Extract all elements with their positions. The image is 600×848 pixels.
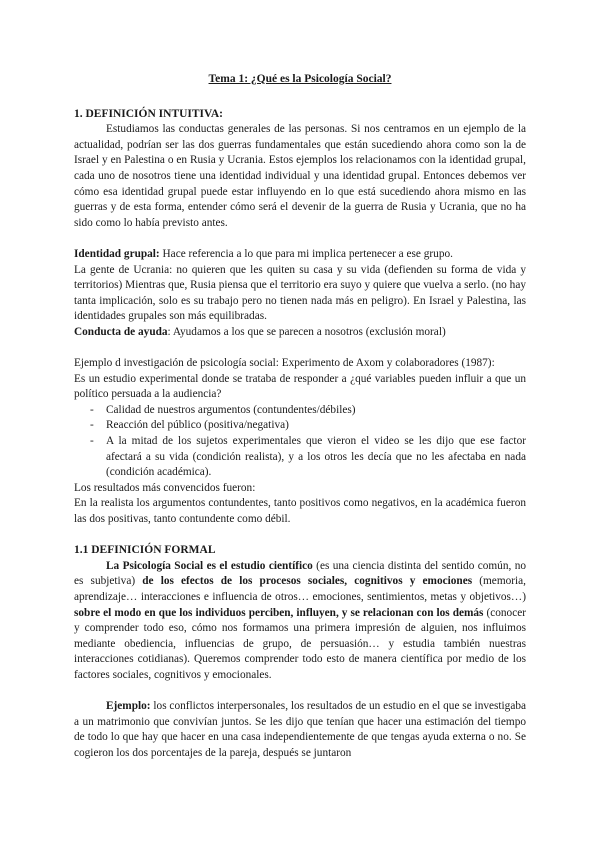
formal-text-3: (conocer y comprender todo eso, cómo nos formamos una primera impresión de alguien, nos influimos mediante obediencia, influencias de grupo, de persuasión… y estudia también nuestras interacciones cotidianas). Queremos comprender todo esto de manera científica por medio de los factores sociales, cognitivos y emocionales. (74, 606, 526, 681)
page-title: Tema 1: ¿Qué es la Psicología Social? (208, 73, 392, 85)
resultados-paragraph: En la realista los argumentos contundentes, tanto positivos como negativos, en la académica fueron las dos positivas, tanto contundente como débil. (74, 497, 526, 526)
list-item: - Reacción del público (positiva/negativa) (74, 418, 526, 434)
estudio-paragraph: Es un estudio experimental donde se trataba de responder a ¿qué variables pueden influir a que un político persuada a la audiencia? (74, 372, 526, 401)
list-item: - A la mitad de los sujetos experimentales que vieron el video se les dijo que ese factor afectará a su vida (condición realista), y a los otros les decía que no les afectaba en nada (condición académica). (74, 434, 526, 481)
ejemplo-text: los conflictos interpersonales, los resultados de un estudio en el que se investigaba a un matrimonio que convivían juntos. Se les dijo que tenían que hacer una estimación del tiempo de todo lo que hay que hacer en una casa independientemente de que tengas ayuda externa o no. Se cogieron los dos porcentajes de la pareja, después se juntaron (74, 700, 526, 759)
formal-bold-2: de los efectos de los procesos sociales, cognitivos y emociones (142, 575, 473, 588)
ejemplo-label: Ejemplo: (106, 700, 151, 713)
ejemplo-investigacion-line: Ejemplo d investigación de psicología social: Experimento de Axom y colaboradores (1987): (74, 357, 495, 370)
section-heading-definicion-intuitiva: 1. DEFINICIÓN INTUITIVA: (74, 107, 223, 120)
intro-paragraph: Estudiamos las conductas generales de las personas. Si nos centramos en un ejemplo de la actualidad, podrían ser las dos guerras fundamentales que están sucediendo ahora como son la de Israel y en Palestina o en Rusia y Ucrania. Estos ejemplos los relacionamos con la identidad grupal, cada uno de nosotros tiene una identidad individual y una identidad grupal. Entonces debemos ver cómo esa identidad grupal puede estar influyendo en lo que está sucediendo ahora mismo en las guerras y de esta forma, entender cómo será el devenir de la guerra de Rusia y Ucrania, que no ha sido como lo había previsto antes. (74, 123, 526, 229)
ejemplo-paragraph (74, 699, 526, 761)
formal-bold-1: La Psicología Social es el estudio científico (106, 559, 313, 572)
identidad-grupal-label: Identidad grupal: (74, 247, 160, 260)
formal-bold-3: sobre el modo en que los individuos perciben, influyen, y se relacionan con los demás (74, 606, 484, 619)
conducta-ayuda-label: Conducta de ayuda (74, 325, 168, 338)
conducta-ayuda-text: : Ayudamos a los que se parecen a nosotros (exclusión moral) (167, 325, 446, 338)
list-item: - Calidad de nuestros argumentos (contundentes/débiles) (74, 403, 526, 419)
formal-text-1: (es una ciencia distinta del sentido común, no es subjetiva) (74, 559, 527, 588)
identidad-grupal-text: Hace referencia a lo que para mi implica pertenecer a ese grupo. (159, 247, 453, 260)
identidad-grupal-paragraph (74, 247, 526, 263)
conducta-ayuda-paragraph (74, 325, 526, 341)
formal-text-2: (memoria, aprendizaje… interacciones e influencia de otros… emociones, sentimientos, metas y objetivos…) (74, 575, 526, 603)
variables-list (74, 403, 526, 481)
definicion-formal-paragraph (74, 559, 526, 684)
section-heading-definicion-formal: 1.1 DEFINICIÓN FORMAL (74, 544, 216, 557)
resultados-label: Los resultados más convencidos fueron: (74, 481, 256, 494)
ucrania-paragraph: La gente de Ucrania: no quieren que les quiten su casa y su vida (defienden su forma de vida y territorios) Mientras que, Rusia piensa que el territorio era suyo y quiere que vuelva a serlo. (no hay tanta implicación, solo es su trabajo pero no tienen nada más en peligro). En Israel y Palestina, las identidades grupales son más equilibradas. (74, 263, 526, 323)
